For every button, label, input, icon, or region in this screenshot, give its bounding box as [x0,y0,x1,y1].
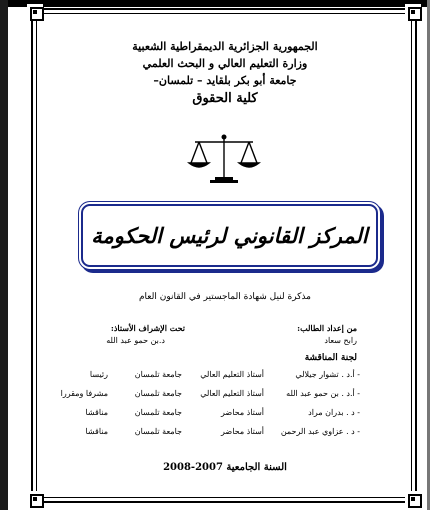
supervision-label: تحت الإشراف الأستاذ: [110,323,185,333]
viewer-top-bar [0,0,430,7]
scales-of-justice-icon [185,133,263,185]
committee-member [70,425,360,444]
member-role: رئيسا [89,370,108,379]
member-university: جامعة تلمسان [134,427,182,436]
corner-ornament-icon [405,491,421,507]
republic-line: الجمهورية الجزائرية الديمقراطية الشعبية [132,40,318,53]
supervisor-name: د.بن حمو عبد الله [106,336,165,345]
member-rank: أستاذ التعليم العالي [200,370,264,379]
committee-member [70,368,360,387]
member-rank: أستاذ التعليم العالي [200,389,264,398]
member-name: - د . عزاوي عبد الرحمن [280,427,360,436]
member-university: جامعة تلمسان [134,408,182,417]
academic-year: السنة الجامعية 2007-2008 [163,462,287,473]
university-line: جامعة أبو بكر بلقايد – تلمسان– [153,74,297,87]
member-role: مناقشا [85,427,108,436]
member-name: - أ.د . بن حمو عبد الله [286,389,360,398]
committee-member [70,406,360,425]
member-university: جامعة تلمسان [134,389,182,398]
member-rank: أستاذ محاضر [221,427,264,436]
committee-list [60,368,360,444]
member-name: - د . بدران مراد [308,408,360,417]
member-name: - أ.د . تشوار جيلالي [295,370,360,379]
institution-header [40,38,410,107]
prepared-by-label: من إعداد الطالب: [297,323,357,333]
committee-member [60,387,360,406]
corner-ornament-icon [27,4,43,20]
title-box [81,204,378,267]
corner-ornament-icon [27,491,43,507]
committee-label: لجنة المناقشة [304,353,357,363]
member-rank: أستاذ محاضر [221,408,264,417]
corner-ornament-icon [405,4,421,20]
viewer-left-edge [0,0,8,510]
author-name: رابح سعاد [324,336,357,345]
faculty-line: كلية الحقوق [192,91,258,106]
member-university: جامعة تلمسان [134,370,182,379]
member-role: مشرفا ومقررا [60,389,108,398]
member-role: مناقشا [85,408,108,417]
thesis-subtitle: مذكرة لنيل شهادة الماجستير في القانون العام [138,292,311,302]
thesis-title: المركز القانوني لرئيس الحكومة [91,223,368,248]
ministry-line: وزارة التعليم العالي و البحث العلمي [142,57,308,70]
